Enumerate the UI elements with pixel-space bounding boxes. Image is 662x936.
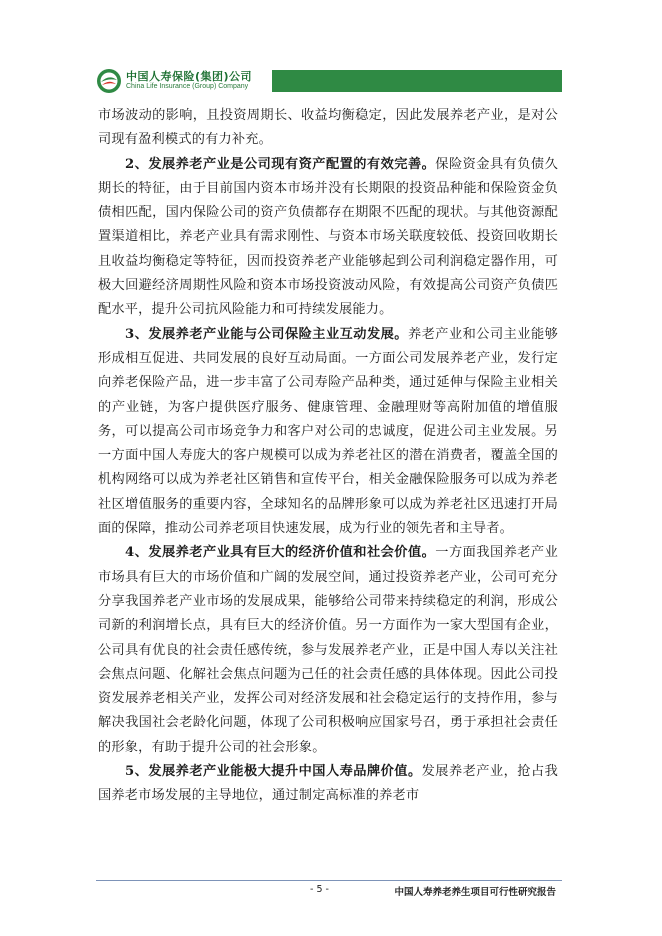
footer-divider <box>96 880 562 881</box>
paragraph-heading: 5、发展养老产业能极大提升中国人寿品牌价值。 <box>125 764 422 780</box>
paragraph-text: 养老产业和公司主业能够形成相互促进、共同发展的良好互动局面。一方面公司发展养老产业，发行定向养老保险产品，进一步丰富了公司寿险产品种类，通过延伸与保险主业相关的产业链，为客户提供医疗服务、健康管理、金融理财等高附加值的增值服务，可以提高公司市场竞争力和客户对公司的忠诚度，促进公司主业发展。另一方面中国人寿庞大的客户规模可以成为养老社区的潜在消费者，覆盖全国的机构网络可以成为养老社区销售和宣传平台，相关金融保险服务可以成为养老社区增值服务的重要内容，全球知名的品牌形象可以成为养老社区迅速打开局面的保障，推动公司养老项目快速发展，成为行业的领先者和主导者。 <box>98 326 559 537</box>
paragraph-heading: 2、发展养老产业是公司现有资产配置的有效完善。 <box>125 156 436 172</box>
paragraph-text: 发展养老产业，抢占我国养老市场发展的主导地位，通过制定高标准的养老市 <box>98 764 558 804</box>
china-life-logo-icon <box>96 68 122 94</box>
header-color-bar <box>272 70 562 92</box>
paragraph-heading: 4、发展养老产业具有巨大的经济价值和社会价值。 <box>125 545 436 561</box>
page-footer <box>96 884 562 900</box>
report-title: 中国人寿养老养生项目可行性研究报告 <box>394 887 556 898</box>
paragraph-heading: 3、发展养老产业能与公司保险主业互动发展。 <box>125 326 408 342</box>
paragraph-4 <box>98 541 558 760</box>
company-name-en: China Life Insurance (Group) Company <box>126 83 249 90</box>
page-header <box>96 66 562 96</box>
paragraph-2 <box>98 153 558 323</box>
document-body <box>98 104 558 809</box>
page-number: - 5 - <box>310 884 329 895</box>
paragraph-3 <box>98 323 558 542</box>
paragraph-5 <box>98 760 558 809</box>
paragraph-text: 保险资金具有负债久期长的特征，由于目前国内资本市场并没有长期限的投资品种能和保险资金负债相匹配，国内保险公司的资产负债都存在期限不匹配的现状。与其他资源配置渠道相比，养老产业具有需求刚性、与资本市场关联度较低、投资回收期长且收益均衡稳定等特征，因而投资养老产业能够起到公司利润稳定器作用，可极大回避经济周期性风险和资本市场投资波动风险，有效提高公司资产负债匹配水平，提升公司抗风险能力和可持续发展能力。 <box>98 156 558 318</box>
paragraph-text: 一方面我国养老产业市场具有巨大的市场价值和广阔的发展空间，通过投资养老产业，公司可充分分享我国养老产业市场的发展成果，能够给公司带来持续稳定的利润，形成公司新的利润增长点，具有巨大的经济价值。另一方面作为一家大型国有企业，公司具有优良的社会责任感传统，参与发展养老产业，正是中国人寿以关注社会焦点问题、化解社会焦点问题为己任的社会责任感的具体体现。因此公司投资发展养老相关产业，发挥公司对经济发展和社会稳定运行的支持作用，参与解决我国社会老龄化问题，体现了公司积极响应国家号召，勇于承担社会责任的形象，有助于提升公司的社会形象。 <box>98 545 558 755</box>
company-name-cn: 中国人寿保险(集团)公司 <box>126 70 253 83</box>
paragraph-continued: 市场波动的影响，且投资周期长、收益均衡稳定，因此发展养老产业，是对公司现有盈利模式的有力补充。 <box>98 108 558 148</box>
